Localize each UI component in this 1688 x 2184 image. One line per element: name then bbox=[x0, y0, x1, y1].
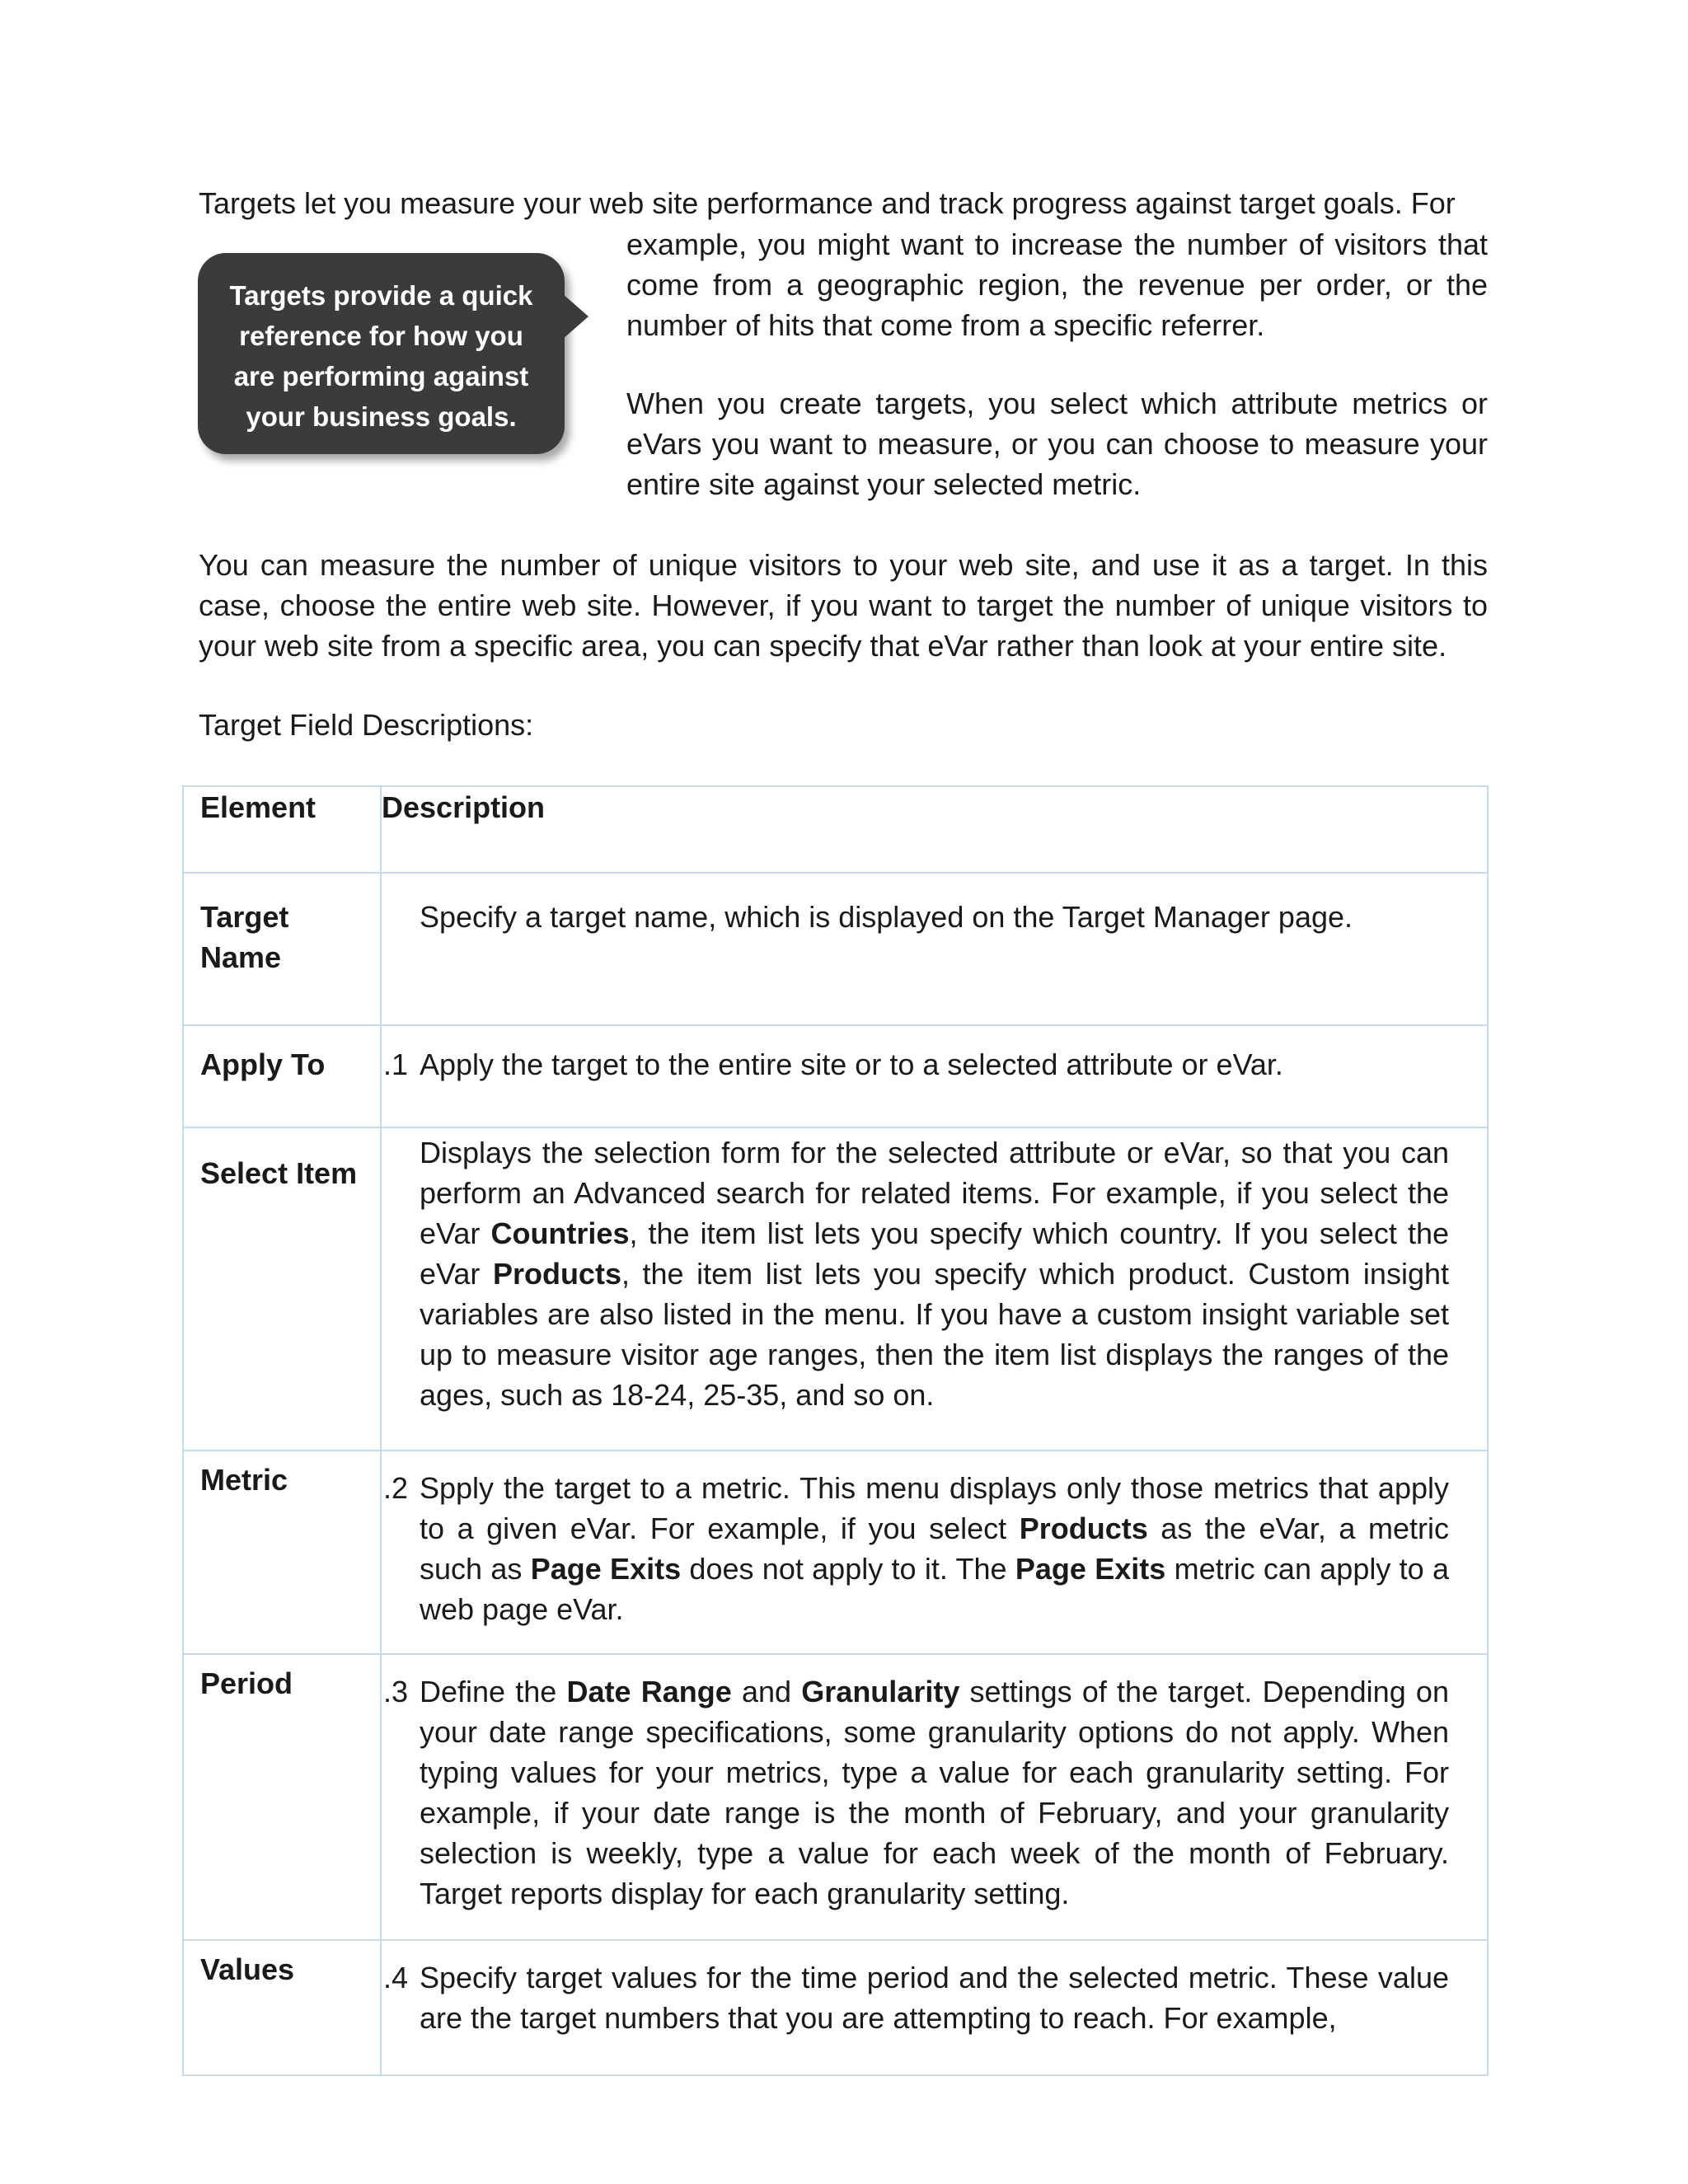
description-text: Define the bbox=[420, 1675, 567, 1708]
table-row bbox=[183, 1451, 1488, 1654]
list-number: .4 bbox=[383, 1961, 409, 1994]
measure-visitors-paragraph: You can measure the number of unique visitors to your web site, and use it as a target. In this case, choose the entire web site. However, if you want to target the number of unique visitors to your web site from a specific area, you can specify that eVar rather than look at your entire site. bbox=[199, 548, 1488, 663]
table-row bbox=[183, 1025, 1488, 1127]
description-text: , the item list lets you specify which product. Custom insight variables are also listed in the menu. If you have a custom insight variable set up to measure visitor age ranges, then the item list displays the ranges of the ages, such as 18-24, 25-35, and so on. bbox=[420, 1257, 1449, 1412]
bold-term: Page Exits bbox=[1015, 1552, 1166, 1586]
row-element: Select Item bbox=[183, 1127, 381, 1451]
row-element: Apply To bbox=[183, 1025, 381, 1127]
callout-line: Targets provide a quick bbox=[229, 280, 533, 311]
table-row bbox=[183, 1127, 1488, 1451]
header-element: Element bbox=[183, 786, 381, 873]
table-row bbox=[183, 1654, 1488, 1940]
header-description: Description bbox=[381, 786, 1488, 873]
callout-text bbox=[198, 275, 565, 437]
description-text: and bbox=[731, 1675, 802, 1708]
bold-term: Granularity bbox=[801, 1675, 960, 1708]
description-text: metric can apply to a web page eVar. bbox=[420, 1552, 1450, 1626]
row-element: Metric bbox=[183, 1451, 381, 1654]
row-element: Values bbox=[183, 1940, 381, 2075]
description-text: Displays the selection form for the selected attribute or eVar, so that you can perform an Advanced search for related items. For example, if you select the eVar bbox=[420, 1136, 1449, 1250]
description-text: Apply the target to the entire site or to a selected attribute or eVar. bbox=[420, 1047, 1283, 1081]
list-number: .1 bbox=[383, 1047, 409, 1081]
intro-first-line: Targets let you measure your web site performance and track progress against target goals. For bbox=[199, 186, 1456, 220]
bold-term: Page Exits bbox=[530, 1552, 682, 1586]
description-text: , the item list lets you specify which country. If you select the eVar bbox=[420, 1216, 1450, 1291]
table-header-row bbox=[183, 786, 1488, 873]
description-text: settings of the target. Depending on your date range specifications, some granularity options do not apply. When typing values for your metrics, type a value for each granularity setting. For example, if your date range is the month of February, and your granularity selection is weekly, type a value for each week of the month of February. Target reports display for each granularity setting. bbox=[420, 1675, 1449, 1910]
bold-term: Countries bbox=[490, 1216, 630, 1250]
row-description bbox=[381, 1025, 1488, 1127]
row-description bbox=[381, 1127, 1488, 1451]
list-number: .2 bbox=[383, 1471, 409, 1505]
row-description: Specify a target name, which is displayed on the Target Manager page. bbox=[381, 873, 1488, 1025]
callout-pointer bbox=[562, 293, 588, 340]
table-row bbox=[183, 1940, 1488, 2075]
intro-paragraph: example, you might want to increase the number of visitors that come from a geographic region, the revenue per order, or the number of hits that come from a specific referrer. bbox=[626, 227, 1488, 342]
bold-term: Date Range bbox=[566, 1675, 732, 1708]
target-field-table bbox=[182, 785, 1489, 2076]
callout-line: your business goals. bbox=[246, 401, 517, 432]
callout-line: reference for how you bbox=[239, 321, 523, 351]
list-number: .3 bbox=[383, 1675, 409, 1708]
field-descriptions-heading: Target Field Descriptions: bbox=[199, 708, 534, 742]
bold-term: Products bbox=[1019, 1511, 1148, 1545]
row-description bbox=[381, 1940, 1488, 2075]
description-text: Specify target values for the time period and the selected metric. These value are the target numbers that you are attempting to reach. For example, bbox=[420, 1961, 1449, 2035]
table-row bbox=[183, 873, 1488, 1025]
row-description bbox=[381, 1451, 1488, 1654]
callout-line: are performing against bbox=[233, 361, 529, 391]
row-description bbox=[381, 1654, 1488, 1940]
description-text: Spply the target to a metric. This menu displays only those metrics that apply to a given eVar. For example, if you select bbox=[420, 1471, 1449, 1545]
create-targets-paragraph: When you create targets, you select which attribute metrics or eVars you want to measure, or you can choose to measure your entire site against your selected metric. bbox=[626, 387, 1488, 501]
description-text: as the eVar, a metric such as bbox=[420, 1511, 1450, 1586]
description-text: does not apply to it. The bbox=[681, 1552, 1015, 1586]
bold-term: Products bbox=[492, 1257, 621, 1291]
callout-box bbox=[198, 253, 565, 454]
row-element: Period bbox=[183, 1654, 381, 1940]
row-element: Target Name bbox=[183, 873, 381, 1025]
